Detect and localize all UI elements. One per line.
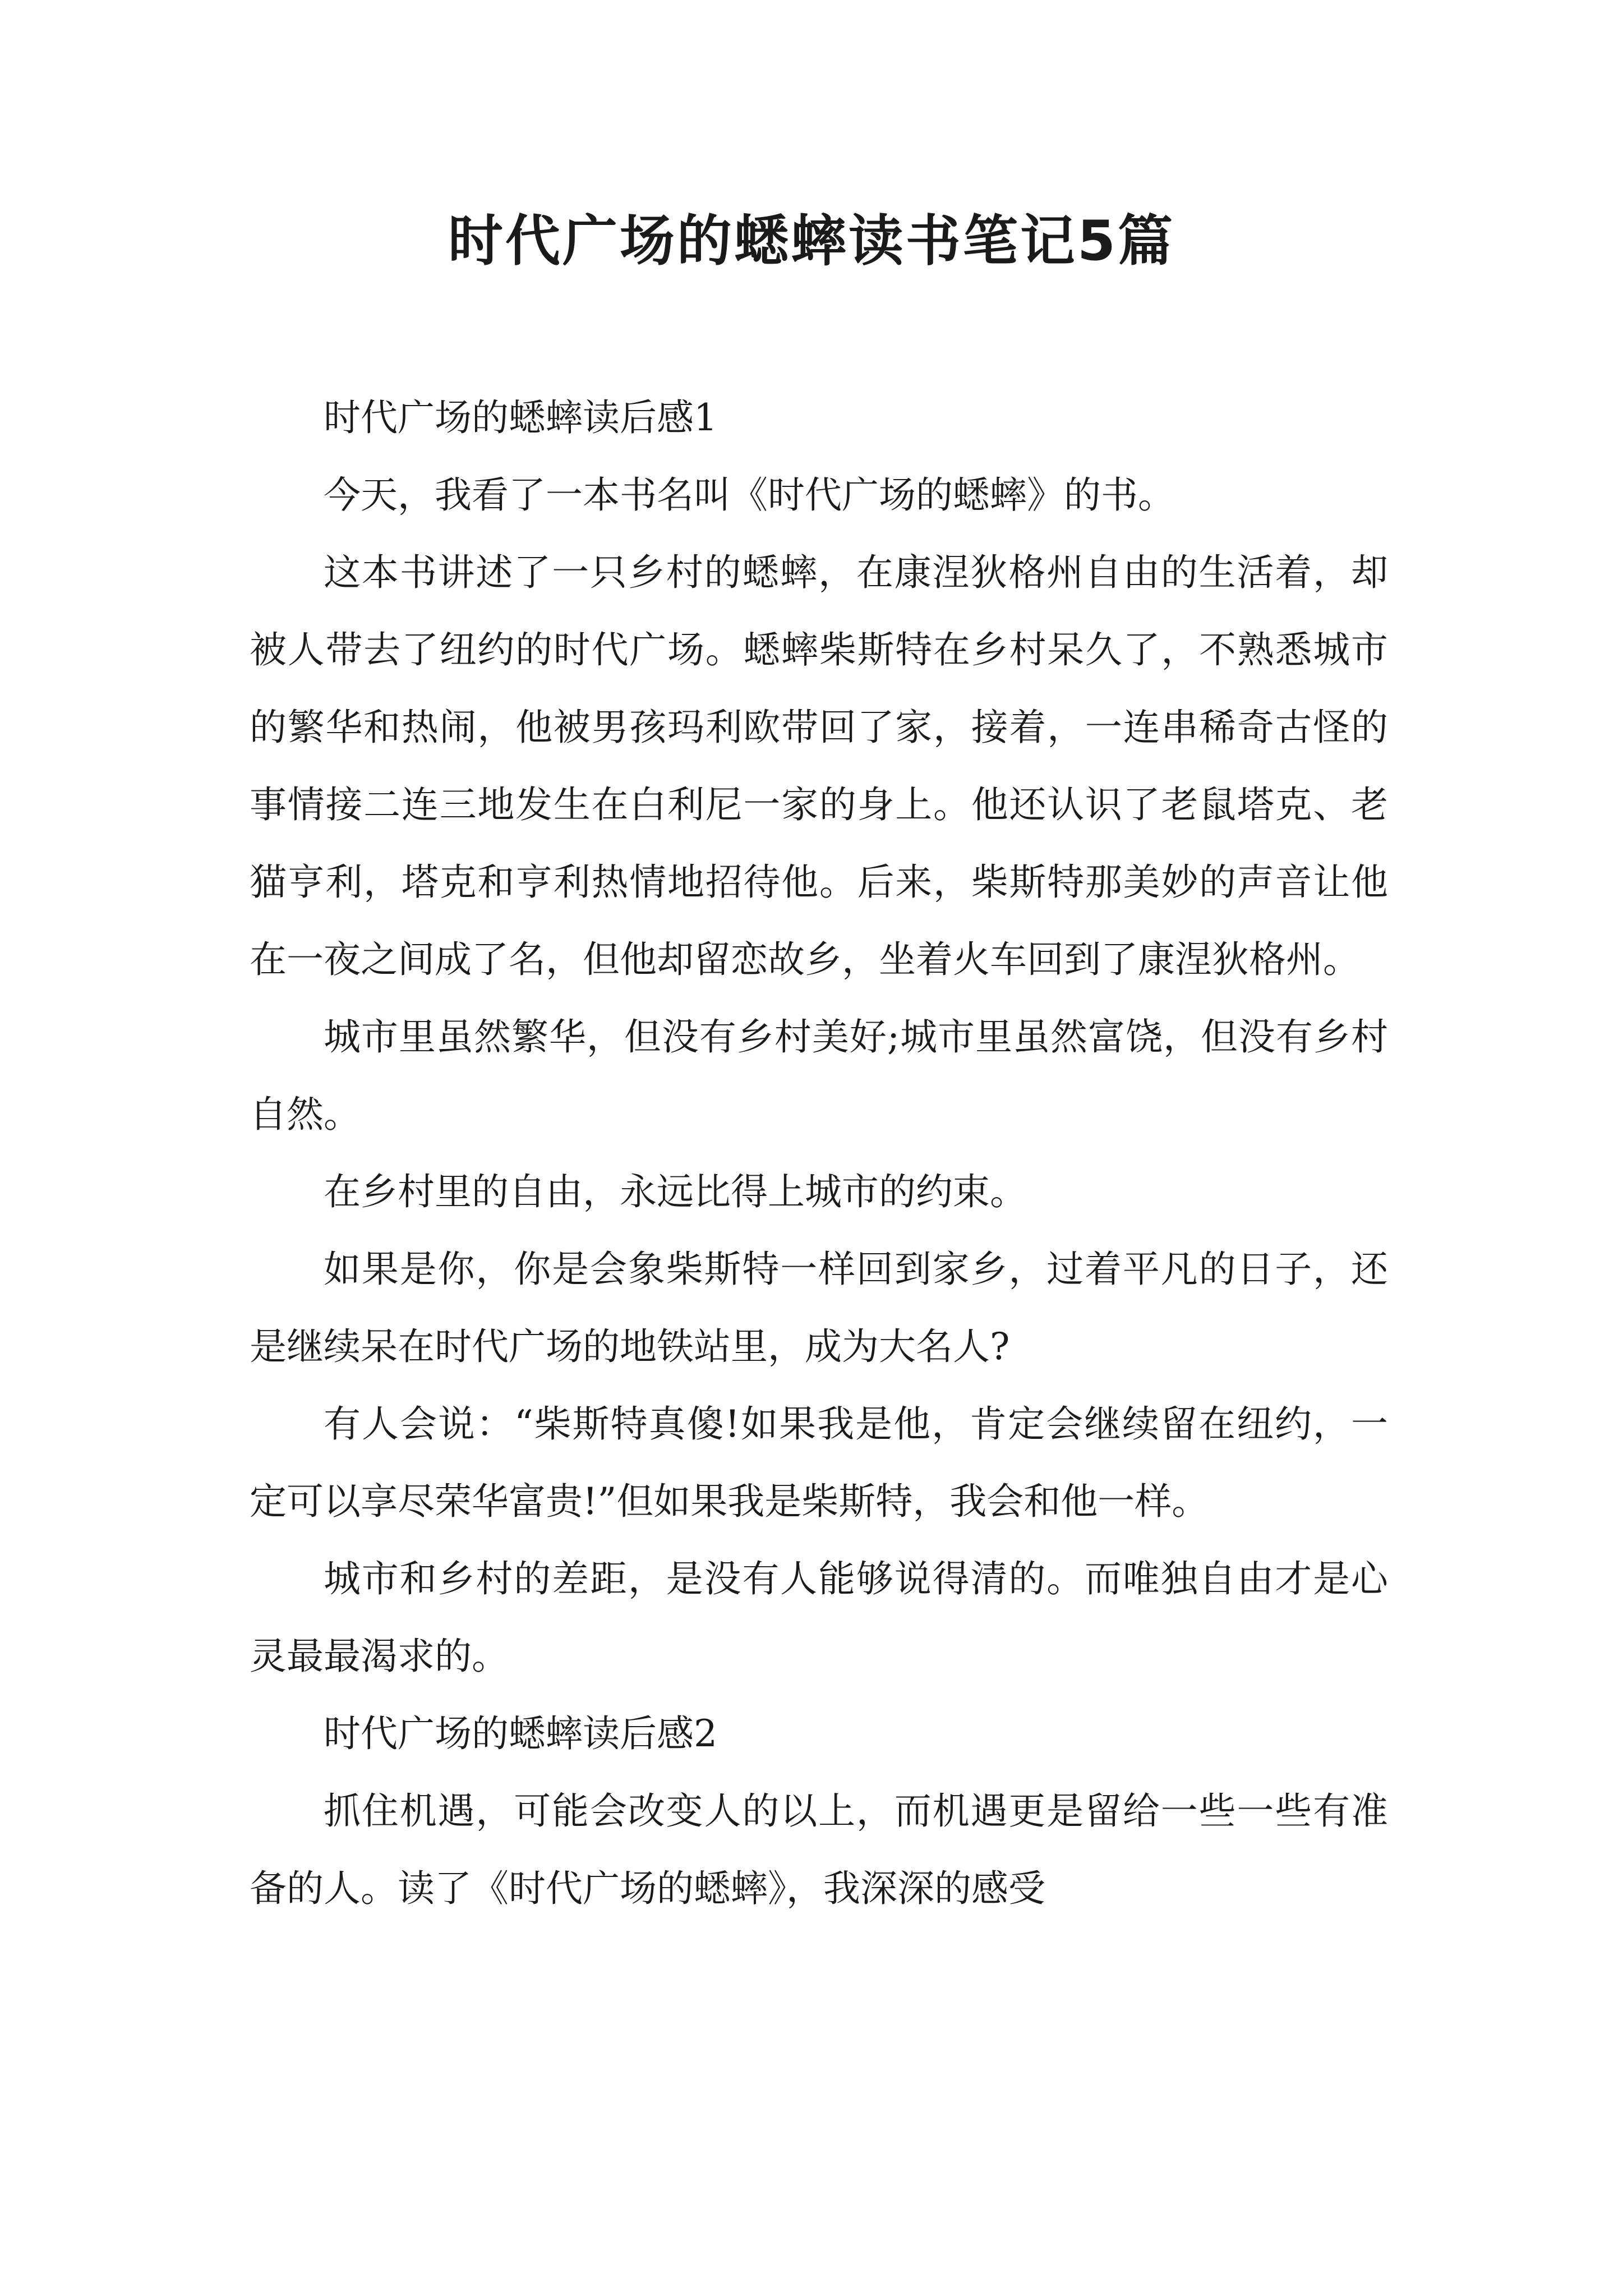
paragraph: 这本书讲述了一只乡村的蟋蟀，在康涅狄格州自由的生活着，却被人带去了纽约的时代广场。蟋蟀柴斯特在乡村呆久了，不熟悉城市的繁华和热闹，他被男孩玛利欧带回了家，接着，一连串稀奇古怪的事情接二连三地发生在白利尼一家的身上。他还认识了老鼠塔克、老猫亨利，塔克和亨利热情地招待他。后来，柴斯特那美妙的声音让他在一夜之间成了名，但他却留恋故乡，坐着火车回到了康涅狄格州。: [250, 551, 1388, 981]
paragraph: 如果是你，你是会象柴斯特一样回到家乡，过着平凡的日子，还是继续呆在时代广场的地铁站里，成为大名人?: [250, 1248, 1388, 1368]
section-heading-2: 时代广场的蟋蟀读后感2: [324, 1712, 717, 1755]
document-title: 时代广场的蟋蟀读书笔记5篇: [448, 209, 1175, 273]
document-body: [250, 379, 1388, 1927]
paragraph: 城市里虽然繁华，但没有乡村美好;城市里虽然富饶，但没有乡村自然。: [250, 1015, 1388, 1136]
paragraph: 城市和乡村的差距，是没有人能够说得清的。而唯独自由才是心灵最最渴求的。: [250, 1557, 1388, 1678]
paragraph: 今天，我看了一本书名叫《时代广场的蟋蟀》的书。: [324, 473, 1175, 517]
section-heading-1: 时代广场的蟋蟀读后感1: [324, 396, 717, 439]
paragraph: 有人会说：“柴斯特真傻!如果我是他，肯定会继续留在纽约，一定可以享尽荣华富贵!”但如果我是柴斯特，我会和他一样。: [250, 1402, 1388, 1523]
paragraph: 在乡村里的自由，永远比得上城市的约束。: [324, 1170, 1027, 1213]
paragraph: 抓住机遇，可能会改变人的以上，而机遇更是留给一些一些有准备的人。读了《时代广场的蟋蟀》，我深深的感受: [250, 1789, 1388, 1910]
